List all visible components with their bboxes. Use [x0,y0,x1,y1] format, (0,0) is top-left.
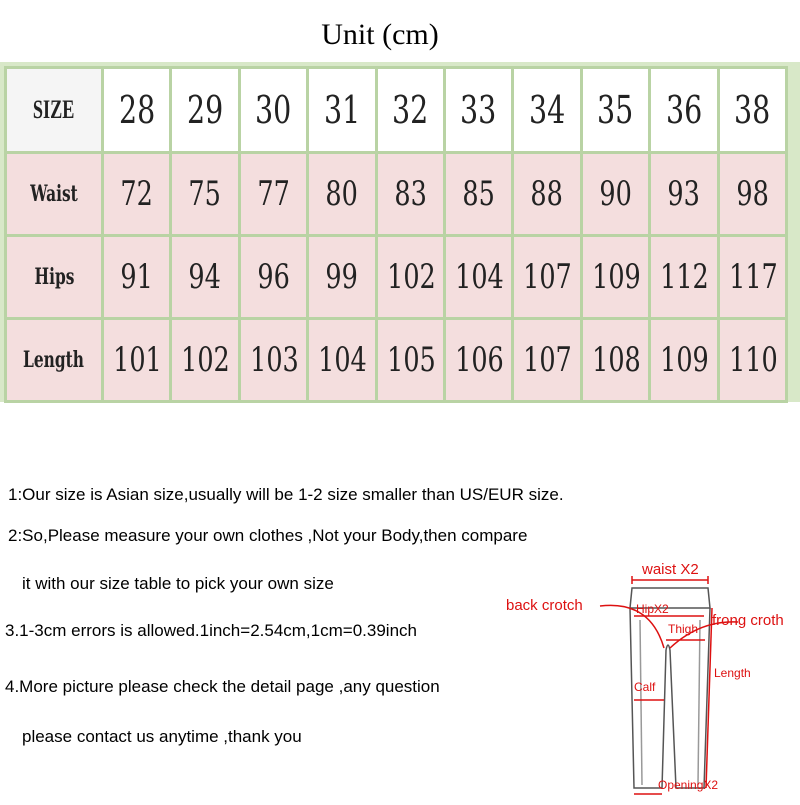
diagram-hip-label: HipX2 [636,602,669,616]
diagram-front-crotch-label: frong croth [712,612,784,629]
table-cell: 88 [513,153,581,236]
pants-measurement-diagram [500,560,800,800]
note-2: 2:So,Please measure your own clothes ,Not your Body,then compare [8,526,528,545]
row-label: Hips [6,236,103,319]
table-cell: 109 [650,319,718,402]
size-header-cell: 36 [650,68,718,153]
size-header-cell: 28 [103,68,171,153]
diagram-waist-label: waist X2 [642,561,699,578]
table-cell: 96 [239,236,307,319]
diagram-back-crotch-label: back crotch [506,597,583,614]
table-cell: 105 [376,319,444,402]
table-cell: 93 [650,153,718,236]
size-header-cell: 33 [444,68,512,153]
size-header-label: SIZE [6,68,103,153]
table-cell: 109 [581,236,649,319]
table-cell: 103 [239,319,307,402]
table-cell: 90 [581,153,649,236]
size-header-cell: 32 [376,68,444,153]
table-cell: 108 [581,319,649,402]
size-header-cell: 31 [308,68,376,153]
table-cell: 85 [444,153,512,236]
table-cell: 104 [444,236,512,319]
note-2-continued: it with our size table to pick your own size [22,574,334,593]
table-cell: 112 [650,236,718,319]
table-cell: 104 [308,319,376,402]
table-row [6,236,787,319]
note-4: 4.More picture please check the detail page ,any question [5,677,440,696]
diagram-calf-label: Calf [634,680,656,694]
diagram-opening-label: OpeningX2 [658,778,719,792]
diagram-thigh-label: Thigh [668,622,699,636]
size-table [4,66,788,403]
diagram-length-label: Length [714,666,751,680]
table-cell: 102 [171,319,239,402]
note-3: 3.1-3cm errors is allowed.1inch=2.54cm,1cm=0.39inch [5,621,417,640]
size-header-cell: 30 [239,68,307,153]
size-header-cell: 29 [171,68,239,153]
size-table-panel [0,62,800,402]
table-cell: 107 [513,319,581,402]
size-header-cell: 38 [718,68,786,153]
table-row [6,319,787,402]
size-header-cell: 35 [581,68,649,153]
row-label: Waist [6,153,103,236]
table-cell: 117 [718,236,786,319]
table-header-row [6,68,787,153]
page-title: Unit (cm) [321,18,439,51]
size-header-cell: 34 [513,68,581,153]
table-cell: 94 [171,236,239,319]
row-label: Length [6,319,103,402]
table-cell: 83 [376,153,444,236]
table-cell: 101 [103,319,171,402]
table-cell: 99 [308,236,376,319]
note-1: 1:Our size is Asian size,usually will be 1-2 size smaller than US/EUR size. [8,485,564,504]
table-cell: 75 [171,153,239,236]
table-cell: 110 [718,319,786,402]
table-cell: 80 [308,153,376,236]
table-row [6,153,787,236]
table-cell: 102 [376,236,444,319]
note-4-continued: please contact us anytime ,thank you [22,727,302,746]
table-cell: 77 [239,153,307,236]
table-cell: 98 [718,153,786,236]
table-cell: 106 [444,319,512,402]
table-cell: 72 [103,153,171,236]
table-cell: 107 [513,236,581,319]
table-cell: 91 [103,236,171,319]
